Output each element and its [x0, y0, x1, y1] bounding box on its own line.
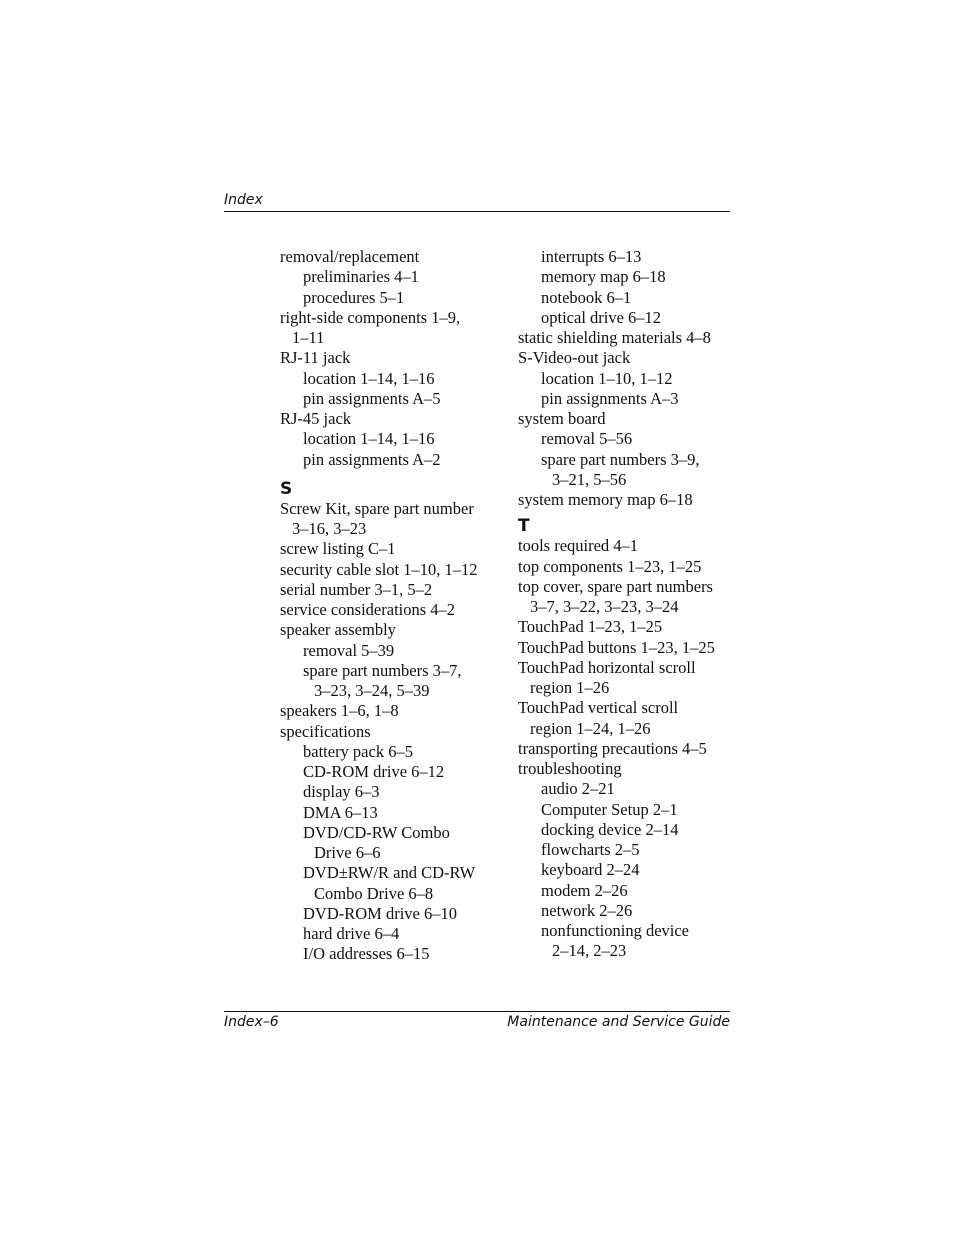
page-number: Index–6: [224, 1014, 279, 1030]
index-entry: RJ-11 jack: [280, 348, 351, 368]
index-entry: removal/replacement: [280, 247, 420, 266]
index-subentry: pin assignments A–3: [541, 388, 679, 408]
index-subentry-continuation: Drive 6–6: [314, 843, 381, 862]
index-entry: static shielding materials 4–8: [518, 328, 711, 347]
index-subentry-continuation: 3–21, 5–56: [552, 469, 627, 489]
index-entry: Screw Kit, spare part number: [280, 498, 474, 518]
index-entry: speakers 1–6, 1–8: [280, 701, 399, 721]
index-subentry: removal 5–56: [541, 429, 633, 449]
footer-rule: [224, 1011, 730, 1012]
index-entry-continuation: region 1–26: [530, 678, 610, 697]
section-letter-t: T: [518, 516, 530, 537]
index-subentry-continuation: 2–14, 2–23: [552, 941, 627, 961]
index-entry: screw listing C–1: [280, 539, 396, 559]
index-subentry: procedures 5–1: [303, 287, 405, 307]
index-subentry: flowcharts 2–5: [541, 840, 640, 859]
index-entry-continuation: 3–7, 3–22, 3–23, 3–24: [530, 597, 679, 616]
index-entry: security cable slot 1–10, 1–12: [280, 559, 478, 579]
index-subentry: docking device 2–14: [541, 819, 679, 839]
index-subentry-continuation: Combo Drive 6–8: [314, 883, 434, 903]
index-entry: RJ-45 jack: [280, 409, 352, 428]
section-letter-s: S: [280, 478, 293, 499]
index-entry: system memory map 6–18: [518, 490, 693, 509]
index-subentry: optical drive 6–12: [541, 307, 662, 327]
index-column-right: [518, 247, 733, 962]
index-subentry: spare part numbers 3–7,: [303, 660, 462, 680]
index-entry: troubleshooting: [518, 759, 622, 778]
index-subentry: pin assignments A–2: [303, 449, 441, 469]
index-subentry-continuation: 3–23, 3–24, 5–39: [314, 681, 430, 700]
index-entry: S-Video-out jack: [518, 348, 631, 368]
index-entry: TouchPad vertical scroll: [518, 698, 679, 718]
index-subentry: removal 5–39: [303, 640, 395, 660]
index-subentry: I/O addresses 6–15: [303, 944, 430, 964]
index-entry: top cover, spare part numbers: [518, 576, 713, 596]
index-entry-continuation: 3–16, 3–23: [292, 519, 367, 538]
index-entry: tools required 4–1: [518, 536, 639, 556]
index-subentry: network 2–26: [541, 900, 633, 920]
index-entry-continuation: 1–11: [292, 328, 325, 347]
index-entry: top components 1–23, 1–25: [518, 556, 702, 576]
index-subentry: CD-ROM drive 6–12: [303, 762, 445, 781]
index-subentry: location 1–10, 1–12: [541, 368, 673, 388]
index-subentry: interrupts 6–13: [541, 247, 642, 266]
index-entry: speaker assembly: [280, 620, 396, 640]
index-subentry: keyboard 2–24: [541, 860, 640, 880]
book-title: Maintenance and Service Guide: [507, 1014, 730, 1030]
index-entry: system board: [518, 409, 606, 428]
index-subentry: display 6–3: [303, 782, 380, 802]
index-column-left: [280, 247, 495, 965]
index-subentry: DVD/CD-RW Combo: [303, 822, 450, 842]
index-subentry: notebook 6–1: [541, 287, 632, 307]
header-rule: [224, 211, 730, 212]
index-entry: TouchPad buttons 1–23, 1–25: [518, 637, 715, 657]
index-entry: TouchPad 1–23, 1–25: [518, 617, 663, 637]
index-subentry: nonfunctioning device: [541, 921, 690, 940]
running-footer: [224, 1013, 730, 1031]
running-header: Index: [224, 192, 263, 208]
index-subentry: location 1–14, 1–16: [303, 429, 435, 449]
index-entry: serial number 3–1, 5–2: [280, 579, 433, 599]
index-subentry: pin assignments A–5: [303, 388, 441, 408]
index-entry: TouchPad horizontal scroll: [518, 657, 696, 677]
index-entry-continuation: region 1–24, 1–26: [530, 718, 651, 738]
index-subentry: preliminaries 4–1: [303, 267, 419, 287]
index-subentry: spare part numbers 3–9,: [541, 449, 700, 469]
index-subentry: DVD±RW/R and CD-RW: [303, 863, 476, 883]
index-subentry: DVD-ROM drive 6–10: [303, 903, 457, 923]
index-subentry: DMA 6–13: [303, 802, 378, 822]
index-subentry: hard drive 6–4: [303, 924, 400, 943]
index-subentry: memory map 6–18: [541, 267, 666, 287]
index-subentry: Computer Setup 2–1: [541, 799, 678, 819]
index-subentry: audio 2–21: [541, 779, 615, 799]
index-entry: transporting precautions 4–5: [518, 738, 707, 758]
index-subentry: battery pack 6–5: [303, 741, 413, 761]
index-entry: right-side components 1–9,: [280, 307, 461, 327]
index-subentry: location 1–14, 1–16: [303, 368, 435, 388]
index-entry: service considerations 4–2: [280, 600, 456, 619]
index-subentry: modem 2–26: [541, 880, 628, 900]
index-entry: specifications: [280, 721, 371, 741]
